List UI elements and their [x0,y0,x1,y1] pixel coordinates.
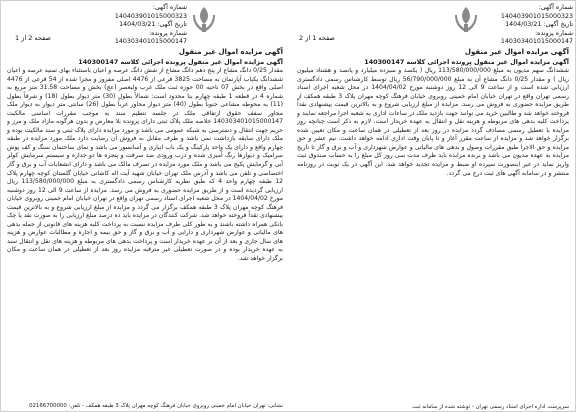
ad-column-left [7,47,283,403]
header [1,1,576,45]
case-number: شماره پرونده: 140303401015000147 [114,29,187,46]
emblem-icon [187,5,221,35]
ad-column-right [297,47,569,253]
ad-title: آگهی مزایده اموال غیر منقول [464,48,569,56]
ad-body: ششدانگ سهم مدیون به مبلغ 113/580/000/000 ریال ( یکصد و سیزده میلیارد و پانصد و هشتاد میلیون ریال ) و مقدار 0/25 دانگ مشاع آن به مبلغ 56/790/000/000 ریال توسط کارشناس رسمی دادگستری ارزیابی شده است و از ساعت 9 الی 12 روز دوشنبه مورخ 1404/04/02 در محل شعبه اجرای اسناد رسمی تهران واقع در تهران خیابان امام خمینی روبروی خیابان فرهنگ کوچه مهران پلاک 3 طبقه همکف از طریق مزایده حضوری به فروش می رسد. مزایده از مبلغ ارزیابی شروع و به بالاترین قیمت پیشنهادی نقداً فروخته خواهد شد و طالبین خرید می توانند جهت بازدید ملک در ساعات اداری به شعبه اجرا مراجعه نمایند و پرداخت کلیه بدهی های مربوطه و هزینه نقل و انتقال به عهده خریدار است. لازم به ذکر است چنانچه روز مزایده با تعطیل رسمی مصادف گردد مزایده در روز بعد از تعطیلی در همان ساعت و مکان تعیین شده برگزار خواهد شد و مزایده از ساعت مقرر آغاز و تا پایان وقت اداری ادامه خواهد داشت. نیم عشر و حق مزایده و حق الاجرا طبق مقررات وصول و بدهی های مالیاتی و عوارض شهرداری و آب و برق و گاز تا تاریخ مزایده به عهده مدیون می باشد و برنده مزایده باید ظرف مدت سی روز کل مبلغ را به حساب صندوق ثبت واریز نماید در غیر اینصورت سپرده او ضبط و مزایده تجدید خواهد شد. این آگهی در یک نوبت در روزنامه منتشر و در سامانه آگهی های ثبت درج می گردد. [297,67,569,177]
ad-title: آگهی مزایده اموال غیر منقول [178,48,283,56]
case-number: شماره پرونده: 140303401015000147 [500,29,573,46]
ad-date: تاریخ آگهی: 1404/03/21 [505,21,573,29]
ad-meta-left [87,4,187,47]
page-number: صفحه 2 از 1 [15,34,51,42]
ad-serial: شماره آگهی: 140403901015000323 [500,4,573,20]
ad-serial: شماره آگهی: 140403901015000323 [114,4,187,20]
ad-subtitle: آگهی مزایده اموال غیر منقول پرونده اجرائی کلاسه 140300147 [78,58,283,66]
ad-body: مقدار 0/25 دانگ مشاع از پنج دهم دانگ مشاع از شش دانگ عرصه و اعیان باستثناء بهای ثمنیه عرصه و اعیان ششدانگ یکباب آپارتمان به مساحت 3825 قرعی از 4476 اصلی مفروز و مجزا شده از 54 قرعی از 4476 اصلی واقع در بخش 07 ناحیه 00 حوزه ثبت ملک غرب ولیعصر (عج) بخش و مساحت 31.58 متر مربع به شماره 4 در قطعه 1 طبقه چهارم بنا محدود است: شمالاً بطول (30) متر دیوار بطول (18) و شرقاً بطول (11) به محوطه مشاعی جنوباً بطول (40) متر دیوار مجاور غرباً بطول (26) سانتی متر دیوار به دیوار ملک مجاور سفف حقوق ارتفاقی ملک در جلسه تنظیم سند به موجب مقررات اساسی مالکیت 140303401015000147 خلاصه ملک پلاک ثبتی دارای پرونده بلا معارض و بدون هرگونه مازاد ملک و مرز و حریم جهت انتقال و دسترسی به شبکه عمومی می باشد و مورد مزایده دارای پلاک ثبتی و سند مالکیت بوده و ملک دارای سابقه بازداشت نمی باشد و طرف مقابل به فروش آن رضایت دارد ملک مورد مزایده در طبقه چهارم واقع و دارای یک واحد پارکینگ و یک باب انباری و آسانسور می باشد و نمای ساختمان سنگ و کف پوش سرامیک و دیوارها رنگ آمیزی شده و درب ورودی ضد سرقت و پنجره ها دو جداره و سیستم سرمایش کولر آبی و گرمایش پکیج می باشد و ملک مورد مزایده در تصرف مالک می باشد و دارای انشعابات آب و برق و گاز اختصاصی و تلفن می باشد و آدرس ملک تهران خیابان شهید آیت اله کاشانی خیابان گلستان کوچه چهارم پلاک 12 طبقه چهارم واحد 4 که طبق نظریه کارشناس رسمی دادگستری به مبلغ 113/580/000/000 ریال ارزیابی گردیده است و از طریق مزایده حضوری به فروش می رسد. مزایده از ساعت 9 الی 12 روز دوشنبه مورخ 1404/04/02 در محل شعبه اجرای اسناد رسمی تهران واقع در تهران خیابان امام خمینی روبروی خیابان فرهنگ کوچه مهران پلاک 3 طبقه همکف برگزار می گردد و مزایده از مبلغ ارزیابی شروع و به بالاترین قیمت پیشنهادی نقداً فروخته خواهد شد. شرکت کنندگان در مزایده باید ده درصد مبلغ ارزیابی را به صورت نقد یا چک بانکی همراه داشته باشند و به طور کلی طرف مزایده نسبت به پرداخت کلیه هزینه های قانونی از جمله بدهی های مالیاتی و عوارض شهرداری و دارایی و آب و برق و گاز و حق بیمه و اجاره و مطالبات عوارض و هزینه های سال جاری و بعد از آن بر عهده خریدار است و پرداخت بدهی های مربوطه و هزینه های نقل و انتقال سند به عهده خریدار بوده و در صورت تعطیلی غیر مترقبه مزایده روز بعد از تعطیلی در همان ساعت و مکان برگزار خواهد شد. [7,67,283,263]
ad-date: تاریخ آگهی: 1404/03/21 [119,21,187,29]
footer-signature: سرپرست اداره اجرای اسناد رسمی تهران - نوشته شده از سامانه ثبت [412,404,569,410]
ad-subtitle: آگهی مزایده اموال غیر منقول پرونده اجرائی کلاسه 140300147 [364,58,569,66]
footer-address: نشانی: تهران خیابان امام خمینی روبروی خیابان فرهنگ کوچه مهران پلاک 3 طبقه همکف - تلفن: 02166700000 [29,403,283,409]
emblem-icon [449,5,483,35]
ad-meta-right [485,4,573,47]
page-number: صفحه 1 از 2 [299,34,335,42]
